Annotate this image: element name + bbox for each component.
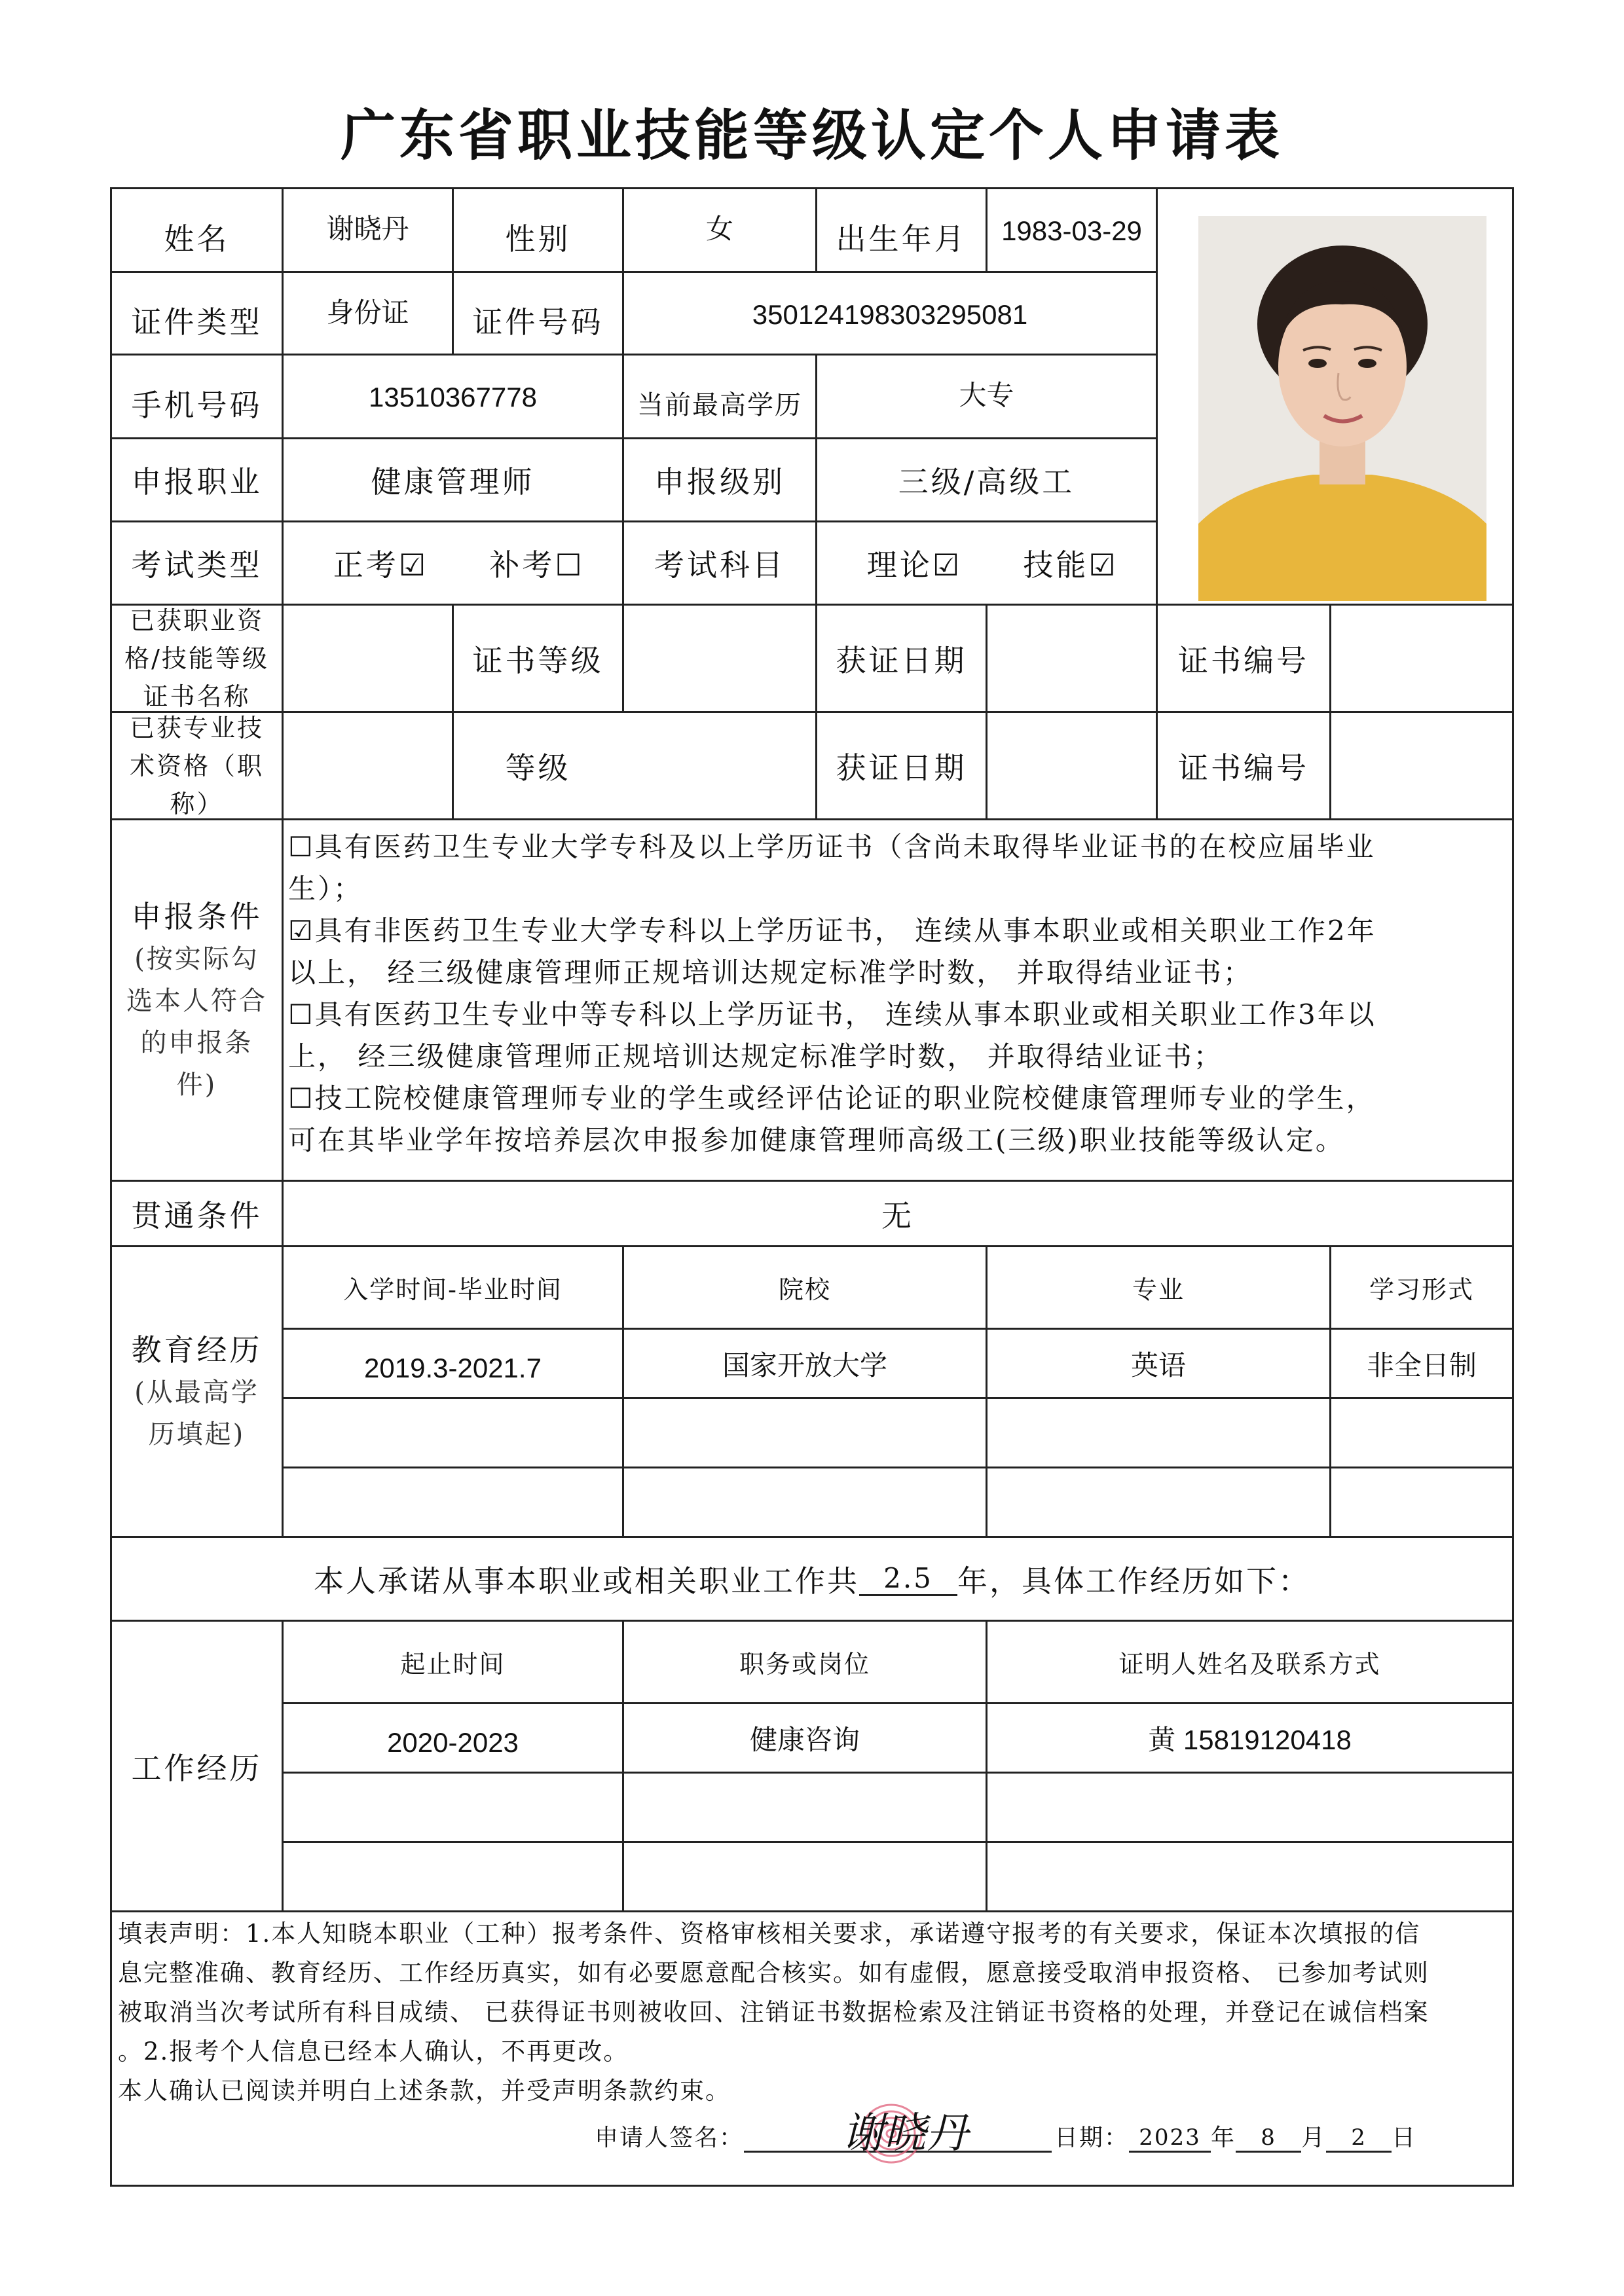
title-no-label: 证书编号 [1178, 750, 1309, 786]
gender-label: 性别 [505, 221, 571, 257]
gender-value: 女 [705, 213, 733, 244]
signature-field[interactable] [744, 2097, 1052, 2158]
date-day[interactable]: 2 [1326, 2124, 1392, 2153]
through-label: 贯通条件 [131, 1197, 263, 1233]
page-title: 广东省职业技能等级认定个人申请表 [340, 103, 1283, 168]
work-years: 2.5 [859, 1562, 957, 1596]
subject-skill-checkbox[interactable]: 技能☑ [1023, 547, 1118, 583]
conditions-label: 申报条件 [131, 898, 263, 934]
phone-label: 手机号码 [131, 387, 263, 423]
job-value: 健康管理师 [371, 464, 535, 500]
condition-line: 上， 经三级健康管理师正规培训达规定标准学时数， 并取得结业证书； [288, 1040, 1223, 1072]
edu-header-mode: 学习形式 [1369, 1275, 1474, 1304]
work-header-witness: 证明人姓名及联系方式 [1118, 1650, 1381, 1679]
condition-line: 以上， 经三级健康管理师正规培训达规定标准学时数， 并取得结业证书； [288, 957, 1253, 989]
cert-no-label: 证书编号 [1178, 642, 1309, 678]
exam-regular-checkbox[interactable]: 正考☑ [333, 547, 429, 583]
work-header-period: 起止时间 [400, 1650, 506, 1679]
work-row-position: 健康咨询 [749, 1724, 860, 1755]
subject-theory-checkbox[interactable]: 理论☑ [866, 547, 963, 583]
edu-header-period: 入学时间-毕业时间 [343, 1275, 563, 1304]
conditions-label-block: 申报条件 (按实际勾 选本人符合 的申报条 件) [112, 820, 282, 1180]
birth-label: 出生年月 [836, 221, 967, 257]
name-value: 谢晓丹 [326, 213, 409, 244]
cert-level-label: 证书等级 [472, 642, 604, 678]
declaration: 填表声明：1.本人知晓本职业（工种）报考条件、资格审核相关要求，承诺遵守报考的有关要求，保证本次填报的信 息完整准确、教育经历、工作经历真实，如有必要愿意配合核实。如有虚假，愿意接受取消申报资格、 已参加考试则 被取消当次考试所有科目成绩、 已获得证书则被收回、注销证书数据检索及注销证书资格的处理，并登记在诚信档案 。2.报考个人信息已经本人确认，不再更改。 本人确认已阅读并明白上述条款，并受声明条款约束。 [118, 1920, 1430, 2105]
edu-value: 大专 [959, 380, 1014, 410]
condition-line[interactable]: ☐技工院校健康管理师专业的学生或经评估论证的职业院校健康管理师专业的学生， [288, 1082, 1376, 1114]
condition-line[interactable]: ☐具有医药卫生专业大学专科及以上学历证书（含尚未取得毕业证书的在校应届毕业 [288, 831, 1376, 863]
cert-date-label: 获证日期 [836, 642, 967, 678]
level-value: 三级/高级工 [898, 464, 1075, 500]
condition-line[interactable]: ☑具有非医药卫生专业大学专科以上学历证书， 连续从事本职业或相关职业工作2年 [288, 915, 1376, 947]
edu-row-major: 英语 [1130, 1349, 1186, 1381]
id-type-value: 身份证 [326, 297, 409, 328]
edu-header-school: 院校 [778, 1275, 831, 1304]
work-promise: 本人承诺从事本职业或相关职业工作共 2.5 年，具体工作经历如下： [314, 1561, 1310, 1599]
date-label: 日期： [1054, 2124, 1130, 2151]
exam-type-label: 考试类型 [131, 547, 263, 583]
id-type-label: 证件类型 [131, 304, 263, 340]
date-year[interactable]: 2023 [1129, 2124, 1211, 2153]
id-no-label: 证件号码 [472, 304, 604, 340]
through-value: 无 [881, 1197, 914, 1233]
title-level-label: 等级 [505, 750, 571, 786]
edu-header-major: 专业 [1132, 1275, 1185, 1304]
edu-label: 当前最高学历 [637, 390, 802, 420]
signature-label: 申请人签名： [595, 2124, 745, 2151]
job-label: 申报职业 [131, 464, 263, 500]
applicant-photo [1198, 216, 1486, 601]
edu-row-school: 国家开放大学 [722, 1349, 887, 1381]
phone-value: 13510367778 [369, 382, 537, 412]
signature-row: 申请人签名： 谢晓丹 日期： 2023 年 8 月 2 日 [595, 2094, 1416, 2153]
work-header-position: 职务或岗位 [739, 1650, 870, 1679]
date-month[interactable]: 8 [1236, 2124, 1301, 2153]
work-label: 工作经历 [131, 1750, 263, 1786]
edu-row-mode: 非全日制 [1366, 1349, 1477, 1381]
work-row-period: 2020-2023 [387, 1726, 519, 1758]
cert-title-label: 已获专业技 术资格（职 称） [129, 713, 264, 818]
condition-line[interactable]: ☐具有医药卫生专业中等专科以上学历证书， 连续从事本职业或相关职业工作3年以 [288, 998, 1376, 1030]
birth-value: 1983-03-29 [1001, 215, 1142, 246]
exam-subject-label: 考试科目 [654, 547, 785, 583]
cert-qualification-label: 已获职业资 格/技能等级 证书名称 [124, 606, 269, 711]
title-date-label: 获证日期 [836, 750, 967, 786]
work-row-witness: 黄 15819120418 [1148, 1724, 1352, 1755]
education-label-block: 教育经历 (从最高学 历填起) [112, 1247, 282, 1536]
exam-makeup-checkbox[interactable]: 补考☐ [489, 547, 585, 583]
id-no-value: 350124198303295081 [752, 299, 1028, 330]
condition-line: 生）； [288, 873, 363, 905]
conditions-options[interactable] [288, 826, 1506, 1161]
condition-line: 可在其毕业学年按培养层次申报参加健康管理师高级工(三级)职业技能等级认定。 [288, 1124, 1345, 1156]
education-label: 教育经历 [131, 1332, 263, 1368]
edu-row-period: 2019.3-2021.7 [364, 1352, 542, 1383]
level-label: 申报级别 [654, 464, 785, 500]
name-label: 姓名 [164, 221, 230, 257]
handwritten-signature: 谢晓丹 [842, 2109, 969, 2158]
